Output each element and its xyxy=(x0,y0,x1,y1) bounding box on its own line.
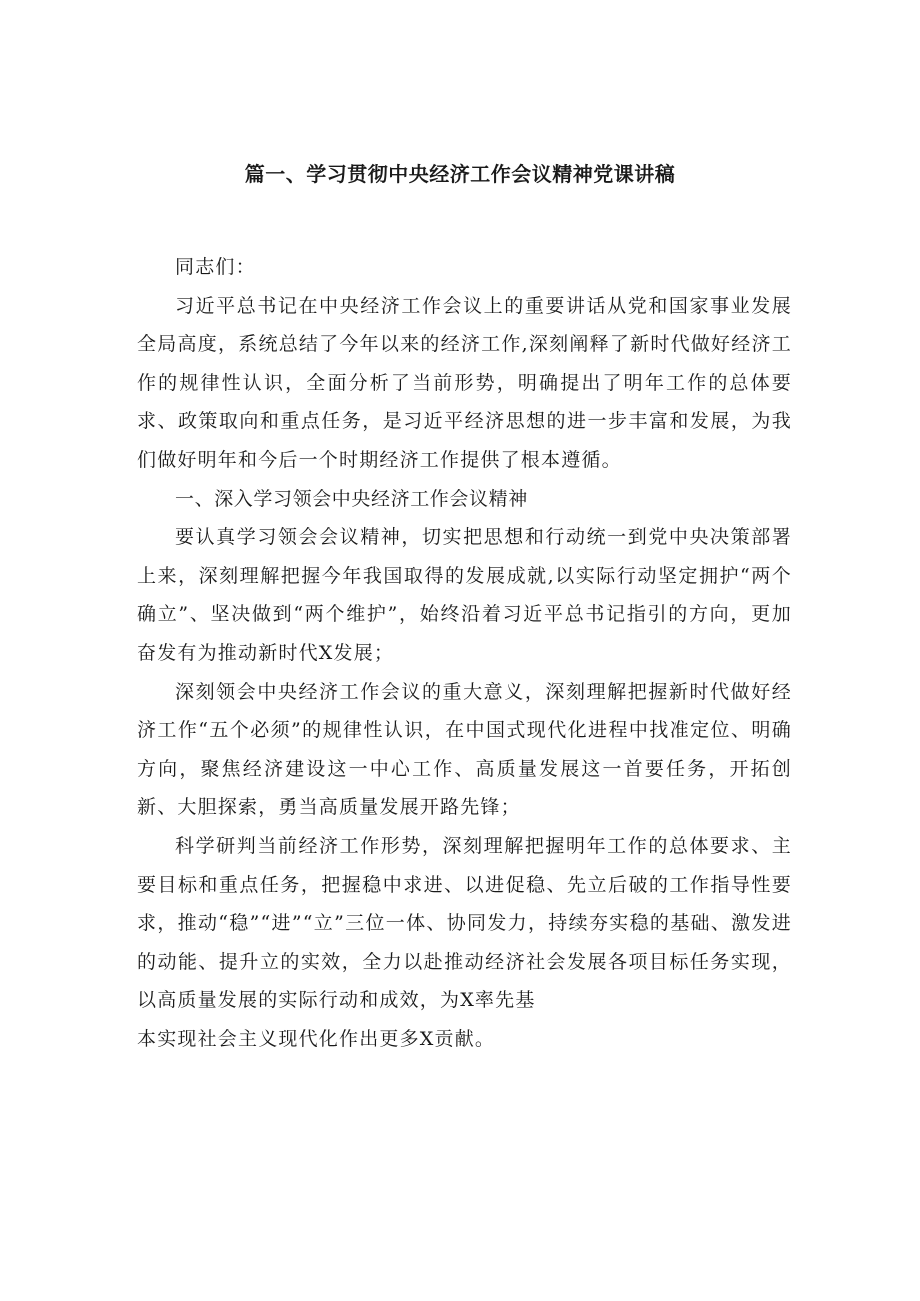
document-body xyxy=(137,248,792,1058)
paragraph: 要认真学习领会会议精神，切实把思想和行动统一到党中央决策部署上来，深刻理解把握今年我国取得的发展成就,以实际行动坚定拥护“两个确立”、坚决做到“两个维护”，始终沿着习近平总书记指引的方向，更加奋发有为推动新时代X发展； xyxy=(137,526,792,664)
paragraph-continuation: 本实现社会主义现代化作出更多X贡献。 xyxy=(137,1027,496,1050)
document-title: 篇一、学习贯彻中央经济工作会议精神党课讲稿 xyxy=(244,162,676,186)
salutation: 同志们： xyxy=(175,256,256,278)
paragraph: 深刻领会中央经济工作会议的重大意义，深刻理解把握新时代做好经济工作“五个必须”的规律性认识，在中国式现代化进程中找准定位、明确方向，聚焦经济建设这一中心工作、高质量发展这一首要任务，开拓创新、大胆探索，勇当高质量发展开路先锋； xyxy=(137,680,792,819)
intro-paragraph: 习近平总书记在中央经济工作会议上的重要讲话从党和国家事业发展全局高度，系统总结了今年以来的经济工作,深刻阐释了新时代做好经济工作的规律性认识，全面分析了当前形势，明确提出了明年工作的总体要求、政策取向和重点任务，是习近平经济思想的进一步丰富和发展，为我们做好明年和今后一个时期经济工作提供了根本遵循。 xyxy=(137,294,792,471)
section-heading: 一、深入学习领会中央经济工作会议精神 xyxy=(175,487,528,510)
paragraph: 科学研判当前经济工作形势，深刻理解把握明年工作的总体要求、主要目标和重点任务，把握稳中求进、以进促稳、先立后破的工作指导性要求，推动“稳”“进”“立”三位一体、协同发力，持续夯实稳的基础、激发进的动能、提升立的实效，全力以赴推动经济社会发展各项目标任务实现，以高质量发展的实际行动和成效，为X率先基 xyxy=(137,834,792,1012)
